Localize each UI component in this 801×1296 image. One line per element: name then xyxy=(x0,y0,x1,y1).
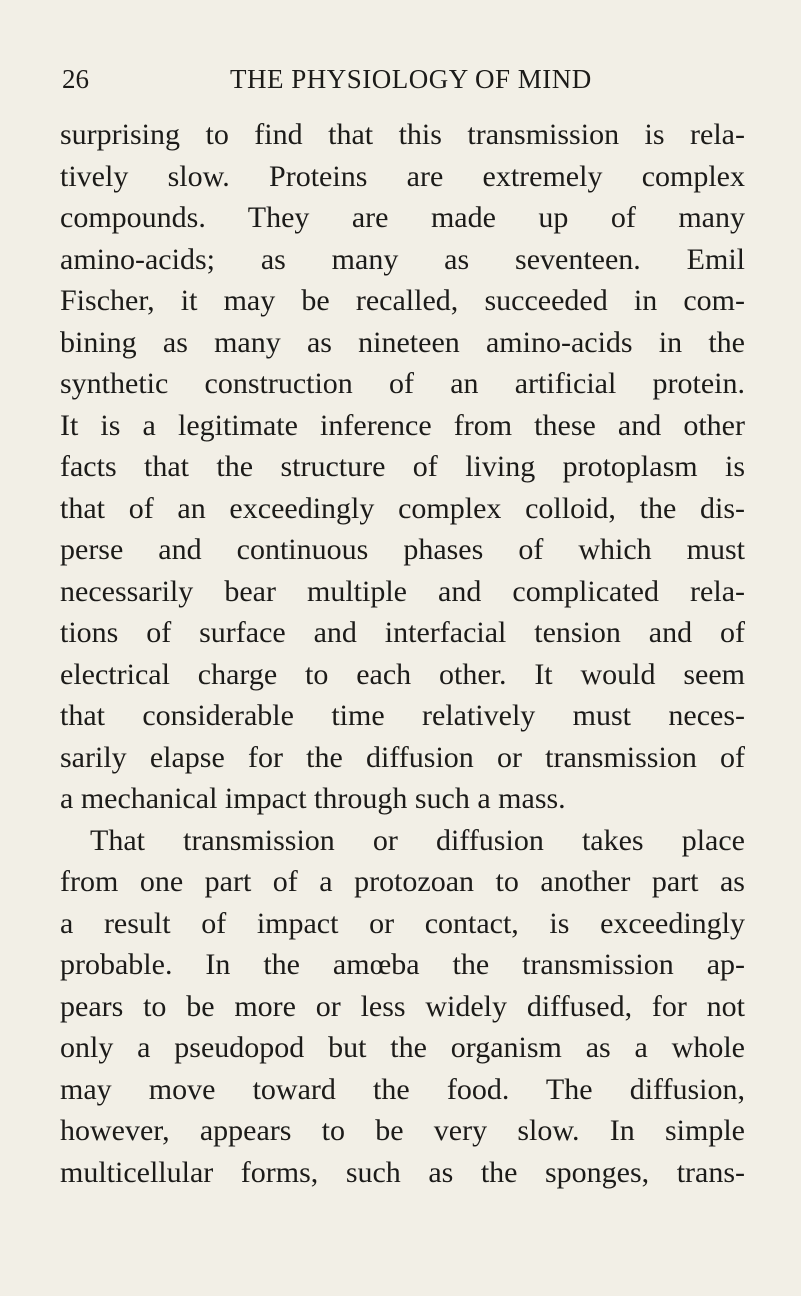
text-line: sarily elapse for the diffusion or transmission of xyxy=(60,740,745,774)
text-line: Fischer, it may be recalled, succeeded in com- xyxy=(60,284,745,317)
text-line: probable. In the amœba the transmission ap- xyxy=(60,948,745,981)
text-line: facts that the structure of living protoplasm is xyxy=(60,450,745,483)
page-header xyxy=(62,62,742,96)
text-line: pears to be more or less widely diffused, for not xyxy=(60,989,745,1023)
text-line: bining as many as nineteen amino-acids in the xyxy=(60,325,745,359)
running-head: THE PHYSIOLOGY OF MIND xyxy=(230,64,592,94)
text-line: electrical charge to each other. It would seem xyxy=(60,657,745,691)
text-line: that of an exceedingly complex colloid, the dis- xyxy=(60,491,745,525)
text-line: tively slow. Proteins are extremely complex xyxy=(60,159,745,193)
text-line: surprising to find that this transmission is rela- xyxy=(60,118,745,151)
body-text xyxy=(60,114,745,1193)
text-line: only a pseudopod but the organism as a whole xyxy=(60,1031,745,1064)
text-line: compounds. They are made up of many xyxy=(60,201,745,234)
text-line: perse and continuous phases of which must xyxy=(60,533,745,566)
text-line: synthetic construction of an artificial protein. xyxy=(60,367,745,400)
text-line-paragraph-start: That transmission or diffusion takes place xyxy=(90,823,745,857)
text-line: tions of surface and interfacial tension and of xyxy=(60,616,745,649)
text-line: necessarily bear multiple and complicated rela- xyxy=(60,574,745,608)
text-line: a result of impact or contact, is exceedingly xyxy=(60,906,745,940)
text-line: from one part of a protozoan to another part as xyxy=(60,865,745,898)
text-line: multicellular forms, such as the sponges, trans- xyxy=(60,1155,745,1189)
text-line: It is a legitimate inference from these and other xyxy=(60,408,745,442)
text-line: may move toward the food. The diffusion, xyxy=(60,1072,745,1106)
page-number: 26 xyxy=(62,64,89,94)
text-line: however, appears to be very slow. In simple xyxy=(60,1114,745,1147)
text-line: amino-acids; as many as seventeen. Emil xyxy=(60,242,745,276)
text-line-paragraph-end: a mechanical impact through such a mass. xyxy=(60,782,566,815)
text-line: that considerable time relatively must neces- xyxy=(60,699,745,732)
